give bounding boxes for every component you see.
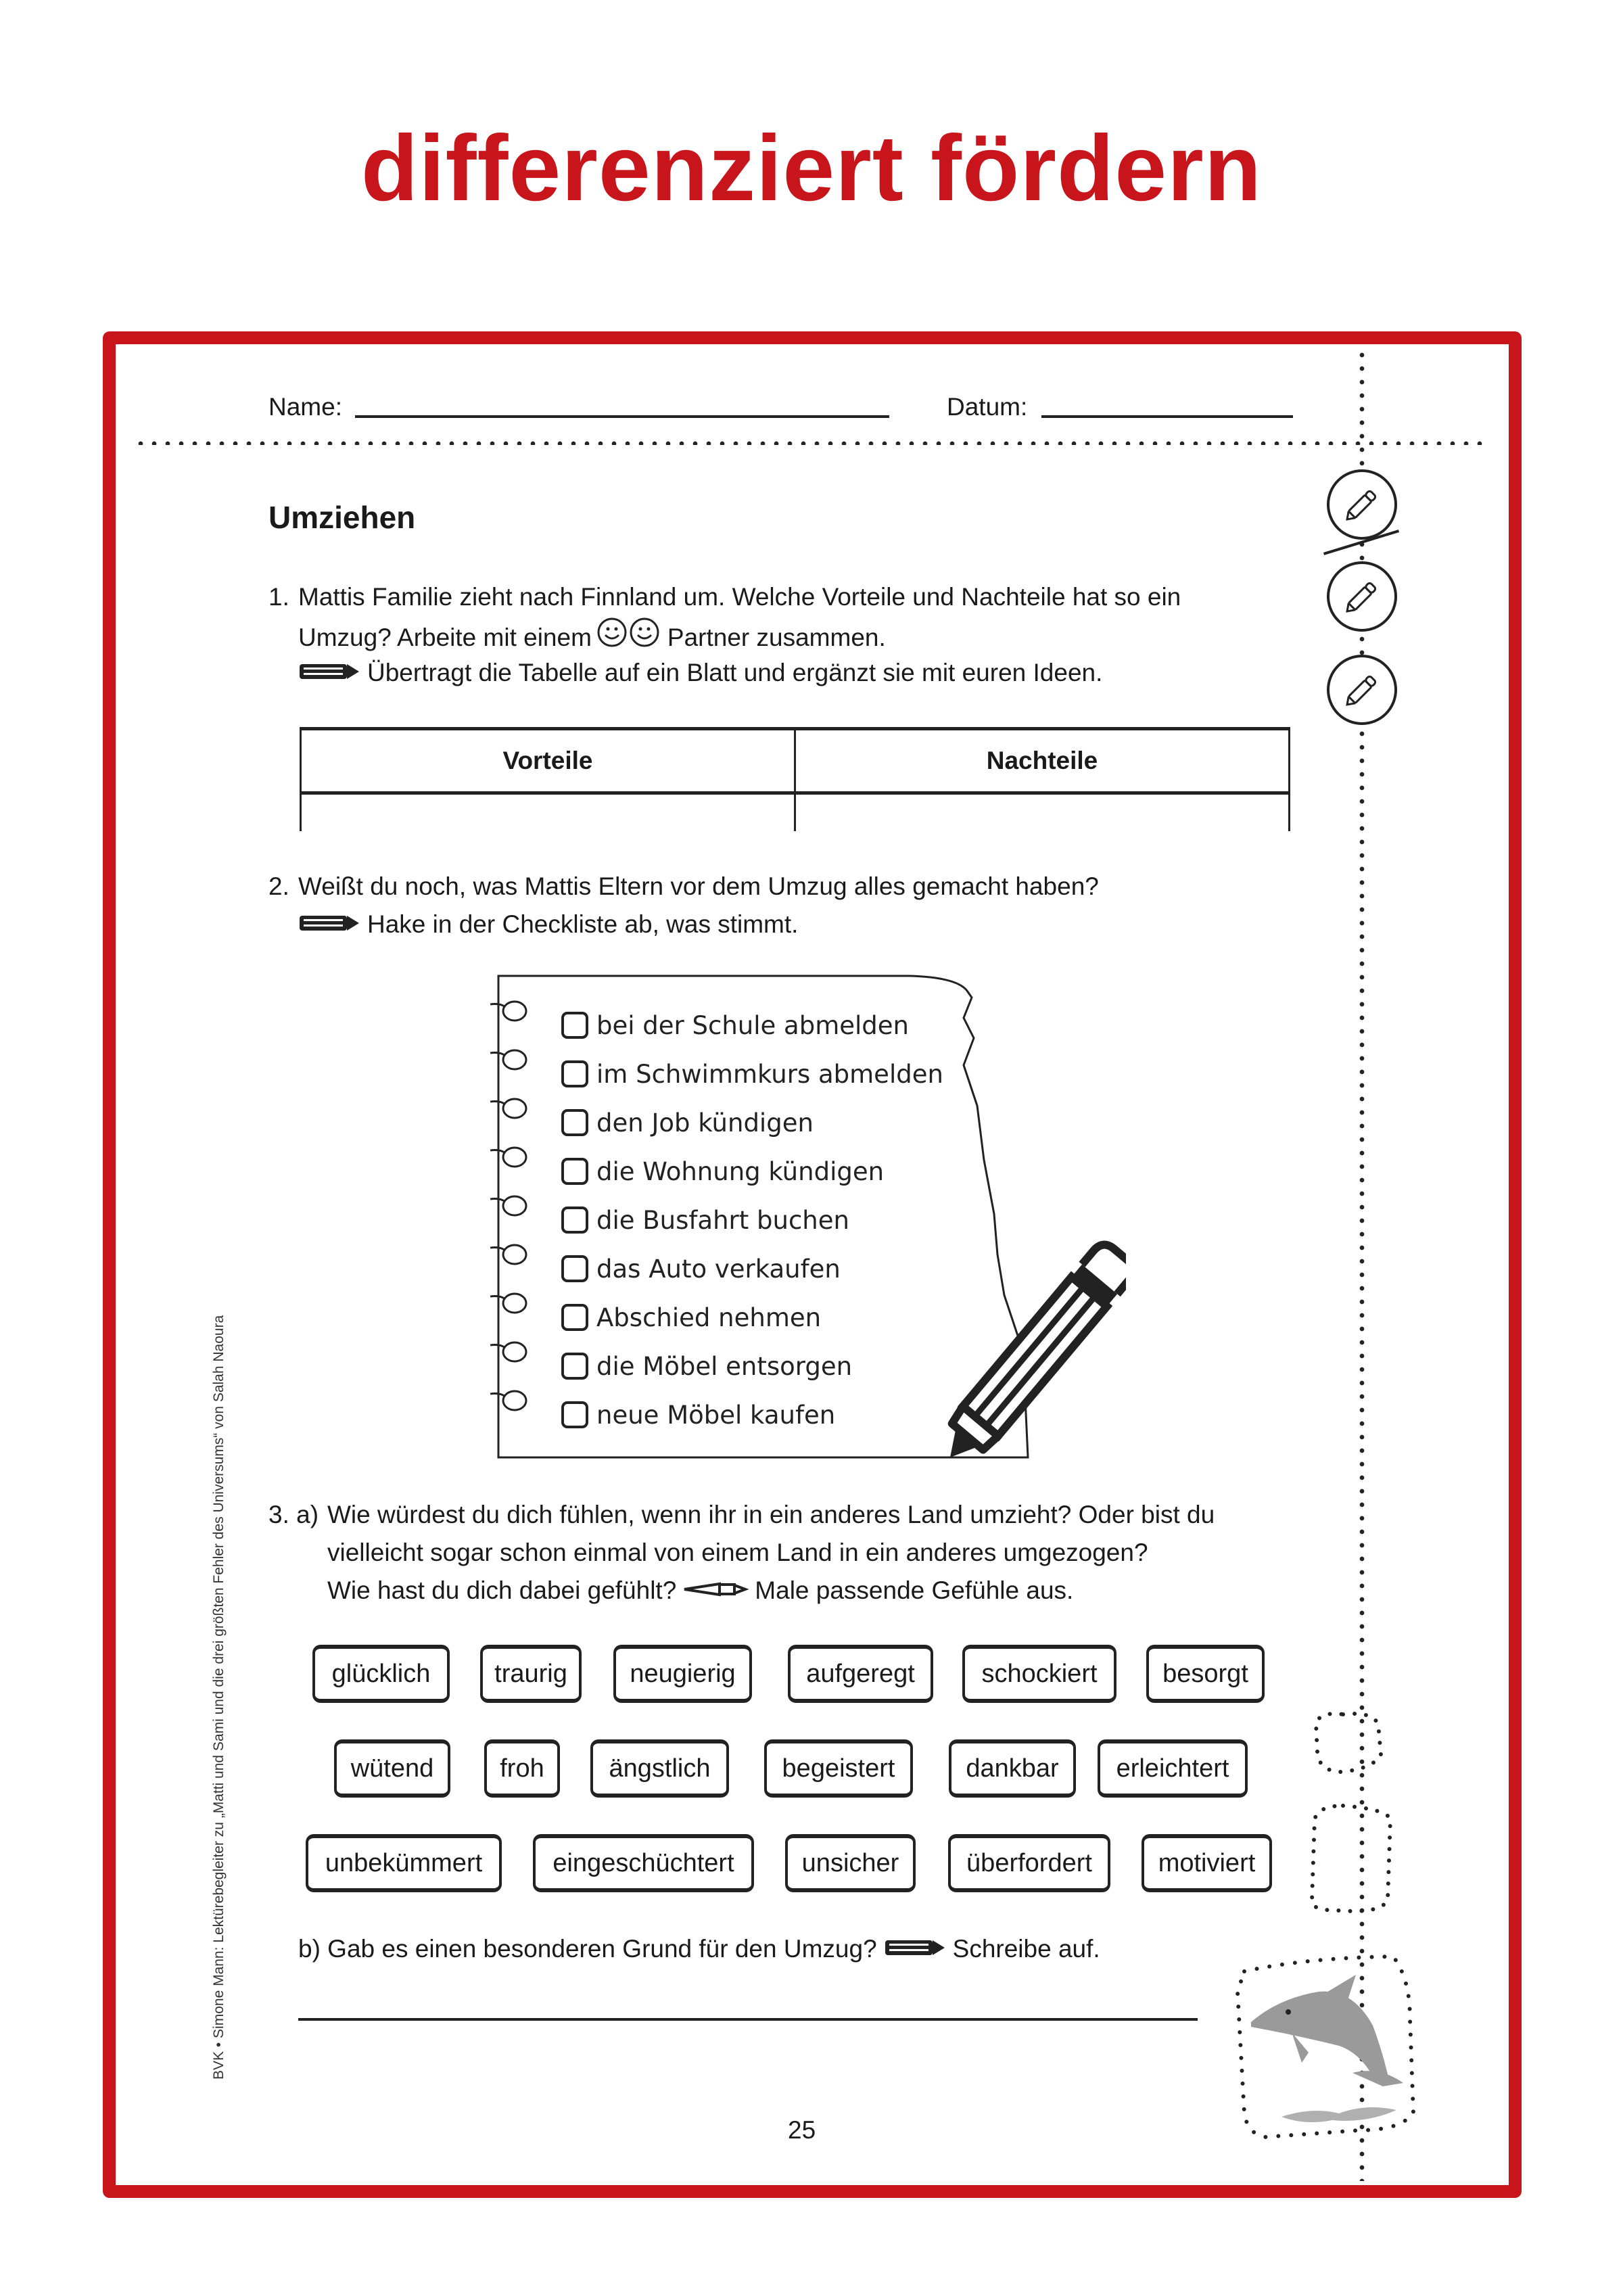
checklist-label: die Möbel entsorgen xyxy=(596,1351,853,1381)
checkbox[interactable] xyxy=(561,1304,588,1331)
task2-instruction: Hake in der Checkliste ab, was stimmt. xyxy=(367,910,799,938)
name-field[interactable] xyxy=(355,415,889,418)
feeling-box[interactable]: neugierig xyxy=(613,1645,752,1703)
checkbox[interactable] xyxy=(561,1109,588,1136)
checklist-item[interactable] xyxy=(561,1244,943,1293)
checkbox[interactable] xyxy=(561,1012,588,1039)
pros-cons-table xyxy=(300,727,1290,831)
checkbox[interactable] xyxy=(561,1353,588,1380)
feeling-box[interactable]: aufgeregt xyxy=(788,1645,933,1703)
pencil-write-icon xyxy=(298,906,360,943)
task3b-instruction: Schreibe auf. xyxy=(952,1935,1100,1963)
task3-line3a: Wie hast du dich dabei gefühlt? xyxy=(327,1576,677,1604)
task1-line2b: Partner zusammen. xyxy=(667,624,886,651)
feeling-box[interactable]: besorgt xyxy=(1146,1645,1265,1703)
table-header-nachteile: Nachteile xyxy=(795,729,1290,793)
checklist-label: neue Möbel kaufen xyxy=(596,1400,836,1430)
cut-line-horizontal xyxy=(134,441,1486,445)
banner-title: differenziert fördern xyxy=(360,116,1263,220)
task1-line2a: Umzug? Arbeite mit einem xyxy=(298,624,592,651)
task1-line1: Mattis Familie zieht nach Finnland um. Welche Vorteile und Nachteile hat so ein xyxy=(298,583,1181,611)
checklist-label: im Schwimmkurs abmelden xyxy=(596,1059,943,1089)
checklist-label: den Job kündigen xyxy=(596,1108,814,1138)
dotted-decoration xyxy=(1305,1677,1393,1975)
checkbox[interactable] xyxy=(561,1158,588,1185)
feeling-box[interactable]: erleichtert xyxy=(1098,1739,1248,1798)
checklist-item[interactable] xyxy=(561,1342,943,1390)
feeling-box[interactable]: froh xyxy=(484,1739,560,1798)
checkbox[interactable] xyxy=(561,1401,588,1428)
checklist-item[interactable] xyxy=(561,1050,943,1098)
task1-number: 1. xyxy=(268,583,289,611)
brush-icon xyxy=(682,1572,749,1610)
partner-smileys-icon xyxy=(597,616,662,659)
task1-instruction: Übertragt die Tabelle auf ein Blatt und ergänzt sie mit euren Ideen. xyxy=(367,659,1103,686)
checklist-label: die Wohnung kündigen xyxy=(596,1156,885,1186)
checklist-item[interactable] xyxy=(561,1293,943,1342)
dolphin-illustration xyxy=(1224,1951,1427,2154)
checkbox[interactable] xyxy=(561,1060,588,1087)
task3-line1: Wie würdest du dich fühlen, wenn ihr in ein anderes Land umzieht? Oder bist du xyxy=(327,1501,1215,1528)
checklist xyxy=(561,1001,943,1439)
pencil-circle-icon xyxy=(1327,469,1397,540)
checklist-item[interactable] xyxy=(561,1098,943,1147)
table-cell[interactable] xyxy=(795,793,1290,832)
pencil-circle-icon xyxy=(1327,655,1397,725)
name-label: Name: xyxy=(268,393,342,421)
answer-line[interactable] xyxy=(298,2018,1198,2021)
checklist-label: das Auto verkaufen xyxy=(596,1254,841,1284)
checklist-label: bei der Schule abmelden xyxy=(596,1010,909,1040)
task2-number: 2. xyxy=(268,872,289,900)
date-label: Datum: xyxy=(947,393,1028,421)
task3b-label: b) Gab es einen besonderen Grund für den Umzug? xyxy=(298,1935,877,1963)
spine-credit: BVK • Simone Mann: Lektürebegleiter zu „Matti und Sami und die drei größten Fehler des Universums“ von Salah Naoura xyxy=(211,1315,227,2080)
feeling-box[interactable]: glücklich xyxy=(312,1645,450,1703)
table-cell[interactable] xyxy=(301,793,795,832)
checklist-item[interactable] xyxy=(561,1196,943,1244)
feeling-box[interactable]: dankbar xyxy=(949,1739,1076,1798)
checkbox[interactable] xyxy=(561,1206,588,1234)
feeling-box[interactable]: wütend xyxy=(334,1739,450,1798)
feeling-box[interactable]: schockiert xyxy=(962,1645,1116,1703)
feeling-box[interactable]: unbekümmert xyxy=(306,1834,502,1892)
checklist-label: Abschied nehmen xyxy=(596,1303,822,1332)
pencil-write-icon xyxy=(298,654,360,692)
feeling-box[interactable]: begeistert xyxy=(764,1739,913,1798)
table-header-vorteile: Vorteile xyxy=(301,729,795,793)
task3-line3b: Male passende Gefühle aus. xyxy=(755,1576,1074,1604)
checklist-item[interactable] xyxy=(561,1147,943,1196)
feeling-box[interactable]: traurig xyxy=(480,1645,582,1703)
feeling-box[interactable]: eingeschüchtert xyxy=(533,1834,754,1892)
checklist-item[interactable] xyxy=(561,1390,943,1439)
checklist-item[interactable] xyxy=(561,1001,943,1050)
task2-line1: Weißt du noch, was Mattis Eltern vor dem Umzug alles gemacht haben? xyxy=(298,872,1099,900)
task3-number: 3. a) xyxy=(268,1501,319,1528)
feeling-box[interactable]: überfordert xyxy=(948,1834,1110,1892)
pencil-write-icon xyxy=(884,1930,946,1968)
feeling-box[interactable]: ängstlich xyxy=(590,1739,729,1798)
checkbox[interactable] xyxy=(561,1255,588,1282)
task3-line2: vielleicht sogar schon einmal von einem Land in ein anderes umgezogen? xyxy=(327,1539,1148,1566)
feeling-box[interactable]: unsicher xyxy=(785,1834,916,1892)
date-field[interactable] xyxy=(1041,415,1293,418)
checklist-label: die Busfahrt buchen xyxy=(596,1205,849,1235)
pencil-circle-icon xyxy=(1327,561,1397,632)
page-number: 25 xyxy=(788,2116,816,2144)
worksheet-title: Umziehen xyxy=(268,500,416,535)
feeling-box[interactable]: motiviert xyxy=(1142,1834,1272,1892)
